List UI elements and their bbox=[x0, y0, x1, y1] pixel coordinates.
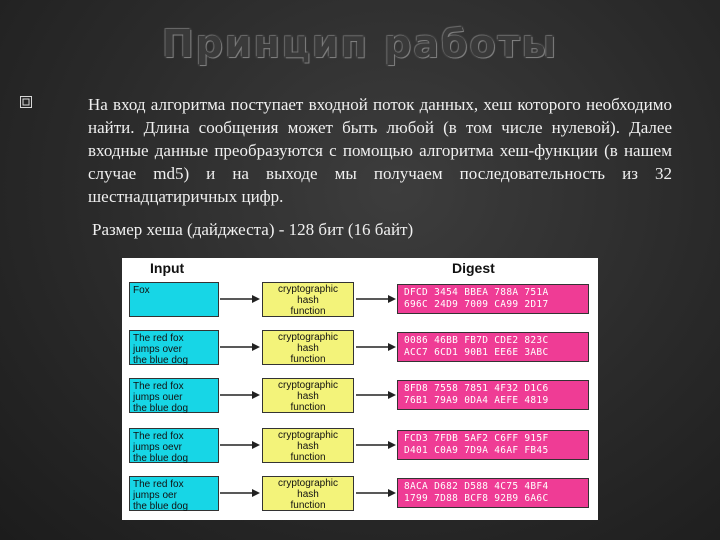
arrow-icon bbox=[220, 488, 260, 498]
digest-box: DFCD 3454 BBEA 788A 751A 696C 24D9 7009 CA99 2D17 bbox=[397, 284, 589, 314]
diagram-row bbox=[122, 376, 598, 416]
arrow-icon bbox=[220, 440, 260, 450]
diagram-row bbox=[122, 280, 598, 320]
arrow-icon bbox=[356, 440, 396, 450]
arrow-icon bbox=[220, 390, 260, 400]
arrow-icon bbox=[220, 342, 260, 352]
hash-function-box: cryptographic hash function bbox=[262, 282, 354, 317]
diagram-row bbox=[122, 474, 598, 514]
input-box: The red fox jumps over the blue dog bbox=[129, 330, 219, 365]
arrow-icon bbox=[356, 488, 396, 498]
digest-box: 0086 46BB FB7D CDE2 823C ACC7 6CD1 90B1 EE6E 3ABC bbox=[397, 332, 589, 362]
diagram-row bbox=[122, 328, 598, 368]
input-header: Input bbox=[150, 260, 185, 276]
input-box: Fox bbox=[129, 282, 219, 317]
hash-function-box: cryptographic hash function bbox=[262, 330, 354, 365]
arrow-icon bbox=[356, 294, 396, 304]
digest-header: Digest bbox=[452, 260, 495, 276]
md5-diagram bbox=[122, 258, 598, 520]
diagram-row bbox=[122, 426, 598, 466]
arrow-icon bbox=[356, 342, 396, 352]
arrow-icon bbox=[220, 294, 260, 304]
checkbox-bullet-icon bbox=[20, 96, 32, 108]
digest-box: FCD3 7FDB 5AF2 C6FF 915F D401 C0A9 7D9A 46AF FB45 bbox=[397, 430, 589, 460]
hash-function-box: cryptographic hash function bbox=[262, 476, 354, 511]
description-paragraph: На вход алгоритма поступает входной поток данных, хеш которого необходимо найти. Длина сообщения может быть любой (в том числе нулевой). Далее входные данные преобразуются с помощью алгоритма хеш-функции (в нашем случае md5) и на выходе мы получаем последовательность из 32 шестнадцатиричных цифр. bbox=[88, 95, 672, 206]
digest-box: 8ACA D682 D588 4C75 4BF4 1799 7D88 BCF8 92B9 6A6C bbox=[397, 478, 589, 508]
hash-size-text: Размер хеша (дайджеста) - 128 бит (16 байт) bbox=[92, 220, 414, 239]
slide-title: Принцип работы bbox=[161, 22, 559, 66]
hash-function-box: cryptographic hash function bbox=[262, 378, 354, 413]
hash-function-box: cryptographic hash function bbox=[262, 428, 354, 463]
digest-box: 8FD8 7558 7851 4F32 D1C6 76B1 79A9 0DA4 AEFE 4819 bbox=[397, 380, 589, 410]
input-box: The red fox jumps oer the blue dog bbox=[129, 476, 219, 511]
arrow-icon bbox=[356, 390, 396, 400]
input-box: The red fox jumps ouer the blue dog bbox=[129, 378, 219, 413]
input-box: The red fox jumps oevr the blue dog bbox=[129, 428, 219, 463]
